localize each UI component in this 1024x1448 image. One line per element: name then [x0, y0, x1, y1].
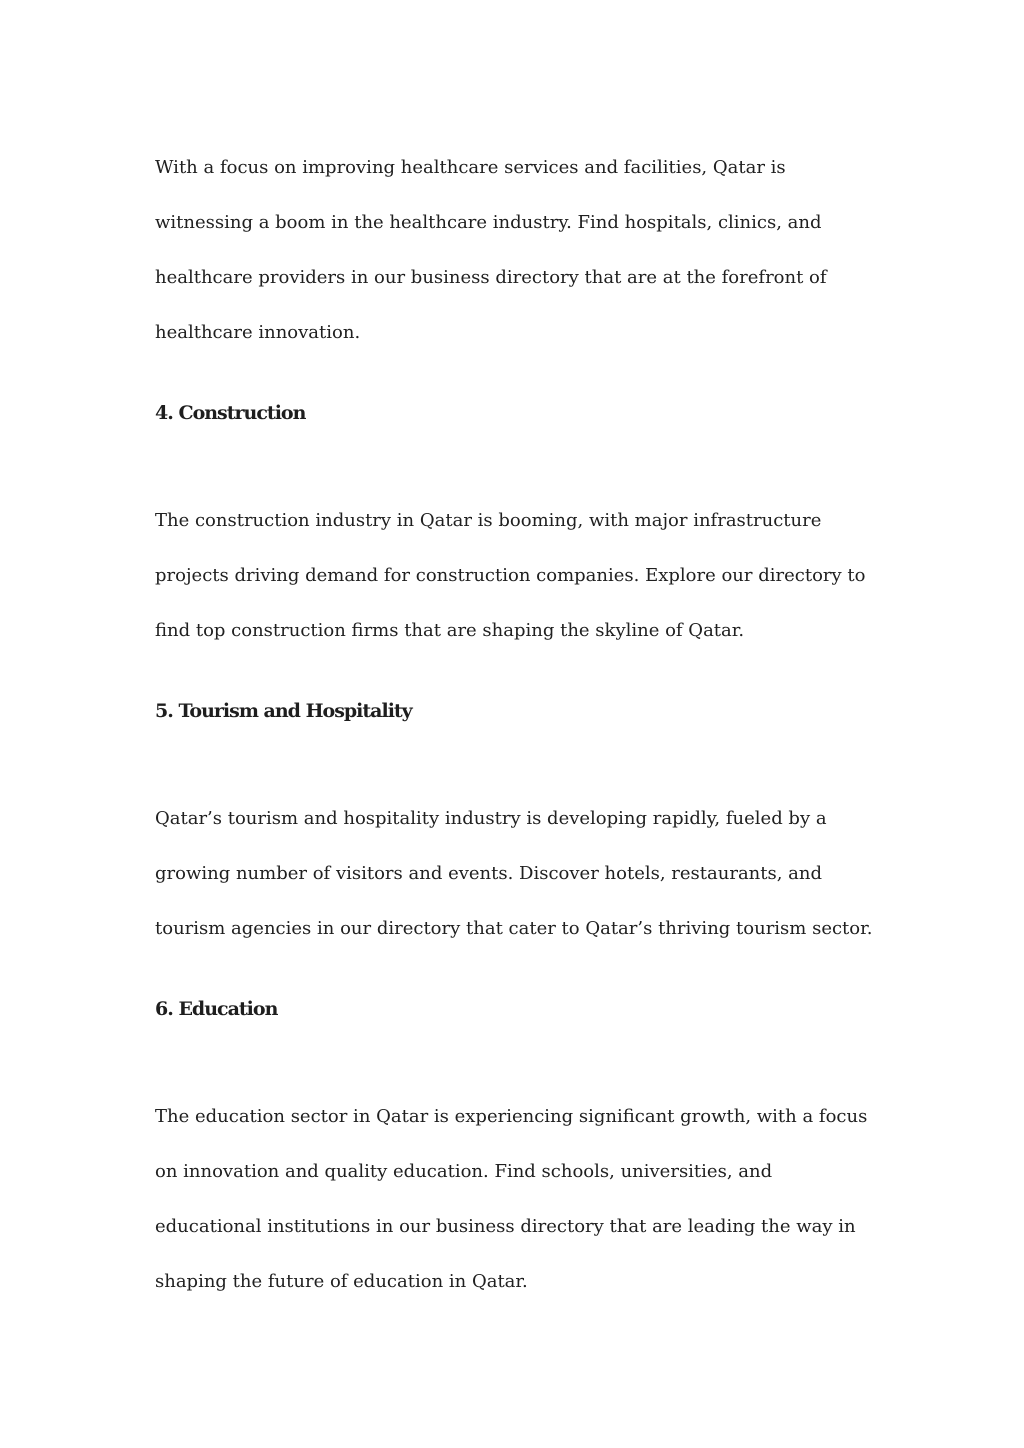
tourism-heading: 5. Tourism and Hospitality [155, 700, 412, 722]
document-body [155, 140, 875, 1309]
construction-heading: 4. Construction [155, 402, 306, 424]
healthcare-paragraph: With a focus on improving healthcare services and facilities, Qatar is witnessing a boom in the healthcare industry. Find hospitals, clinics, and healthcare providers in our business directory that are at the forefront of healthcare innovation. [155, 157, 827, 343]
tourism-paragraph: Qatar’s tourism and hospitality industry is developing rapidly, fueled by a growing number of visitors and events. Discover hotels, restaurants, and tourism agencies in our directory that cater to Qatar’s thriving tourism sector. [155, 808, 873, 939]
education-paragraph: The education sector in Qatar is experiencing significant growth, with a focus on innovation and quality education. Find schools, universities, and educational institutions in our business directory that are leading the way in shaping the future of education in Qatar. [155, 1106, 868, 1292]
construction-paragraph: The construction industry in Qatar is booming, with major infrastructure projects driving demand for construction companies. Explore our directory to find top construction firms that are shaping the skyline of Qatar. [155, 510, 866, 641]
education-heading: 6. Education [155, 998, 278, 1020]
